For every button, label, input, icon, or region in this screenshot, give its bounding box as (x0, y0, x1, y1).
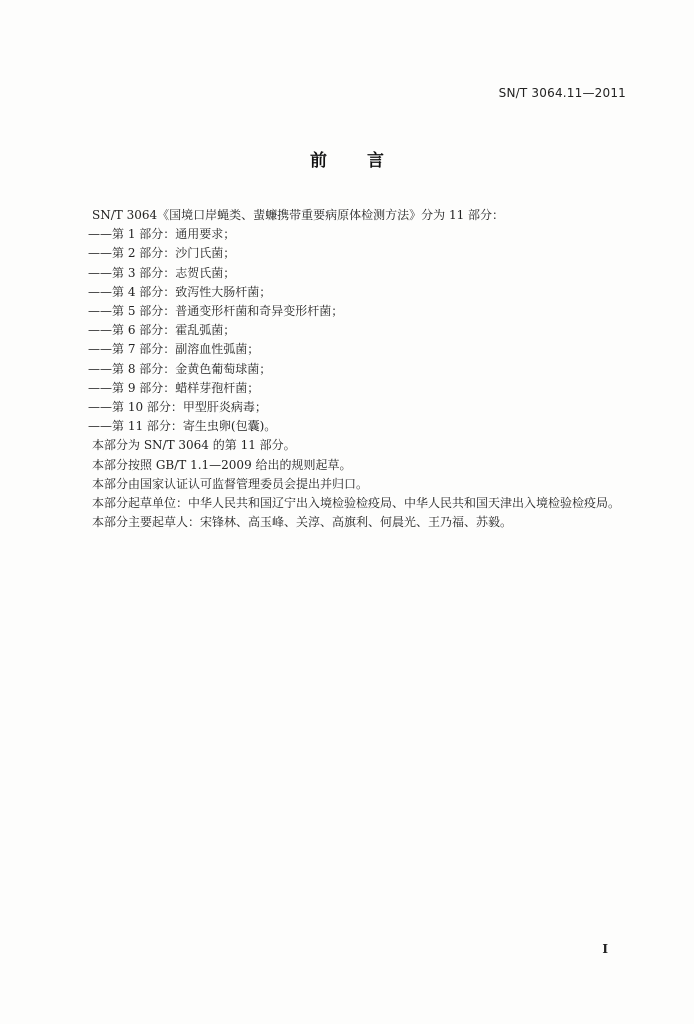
parts-list (68, 225, 638, 436)
document-body (68, 206, 638, 532)
list-item: ——第 7 部分：副溶血性弧菌； (88, 342, 260, 357)
part-statement: 本部分为 SN/T 3064 的第 11 部分。 (92, 438, 296, 453)
drafting-rules: 本部分按照 GB/T 1.1—2009 给出的规则起草。 (92, 457, 352, 472)
list-item: ——第 1 部分：通用要求； (88, 227, 236, 242)
list-item: ——第 9 部分：蜡样芽孢杆菌； (88, 380, 260, 395)
page-title: 前言 (310, 151, 424, 171)
list-item: ——第 6 部分：霍乱弧菌； (88, 323, 236, 338)
intro-paragraph: SN/T 3064《国境口岸蝇类、蜚蠊携带重要病原体检测方法》分为 11 部分： (92, 208, 505, 222)
drafting-units: 本部分起草单位：中华人民共和国辽宁出入境检验检疫局、中华人民共和国天津出入境检验检疫局。 (92, 496, 621, 511)
document-code: SN/T 3064.11—2011 (498, 86, 626, 100)
page-number: I (602, 942, 608, 956)
list-item: ——第 8 部分：金黄色葡萄球菌； (88, 361, 272, 376)
list-item: ——第 2 部分：沙门氏菌； (88, 246, 236, 261)
list-item: ——第 5 部分：普通变形杆菌和奇异变形杆菌； (88, 304, 344, 319)
main-drafters: 本部分主要起草人：宋锋林、高玉峰、关淳、高旗利、何晨光、王乃福、苏毅。 (92, 515, 513, 530)
proposer-statement: 本部分由国家认证认可监督管理委员会提出并归口。 (92, 476, 369, 491)
list-item: ——第 11 部分：寄生虫卵(包囊)。 (88, 419, 277, 434)
list-item: ——第 4 部分：致泻性大肠杆菌； (88, 284, 272, 299)
list-item: ——第 3 部分：志贺氏菌； (88, 265, 236, 280)
list-item: ——第 10 部分：甲型肝炎病毒； (88, 400, 267, 415)
